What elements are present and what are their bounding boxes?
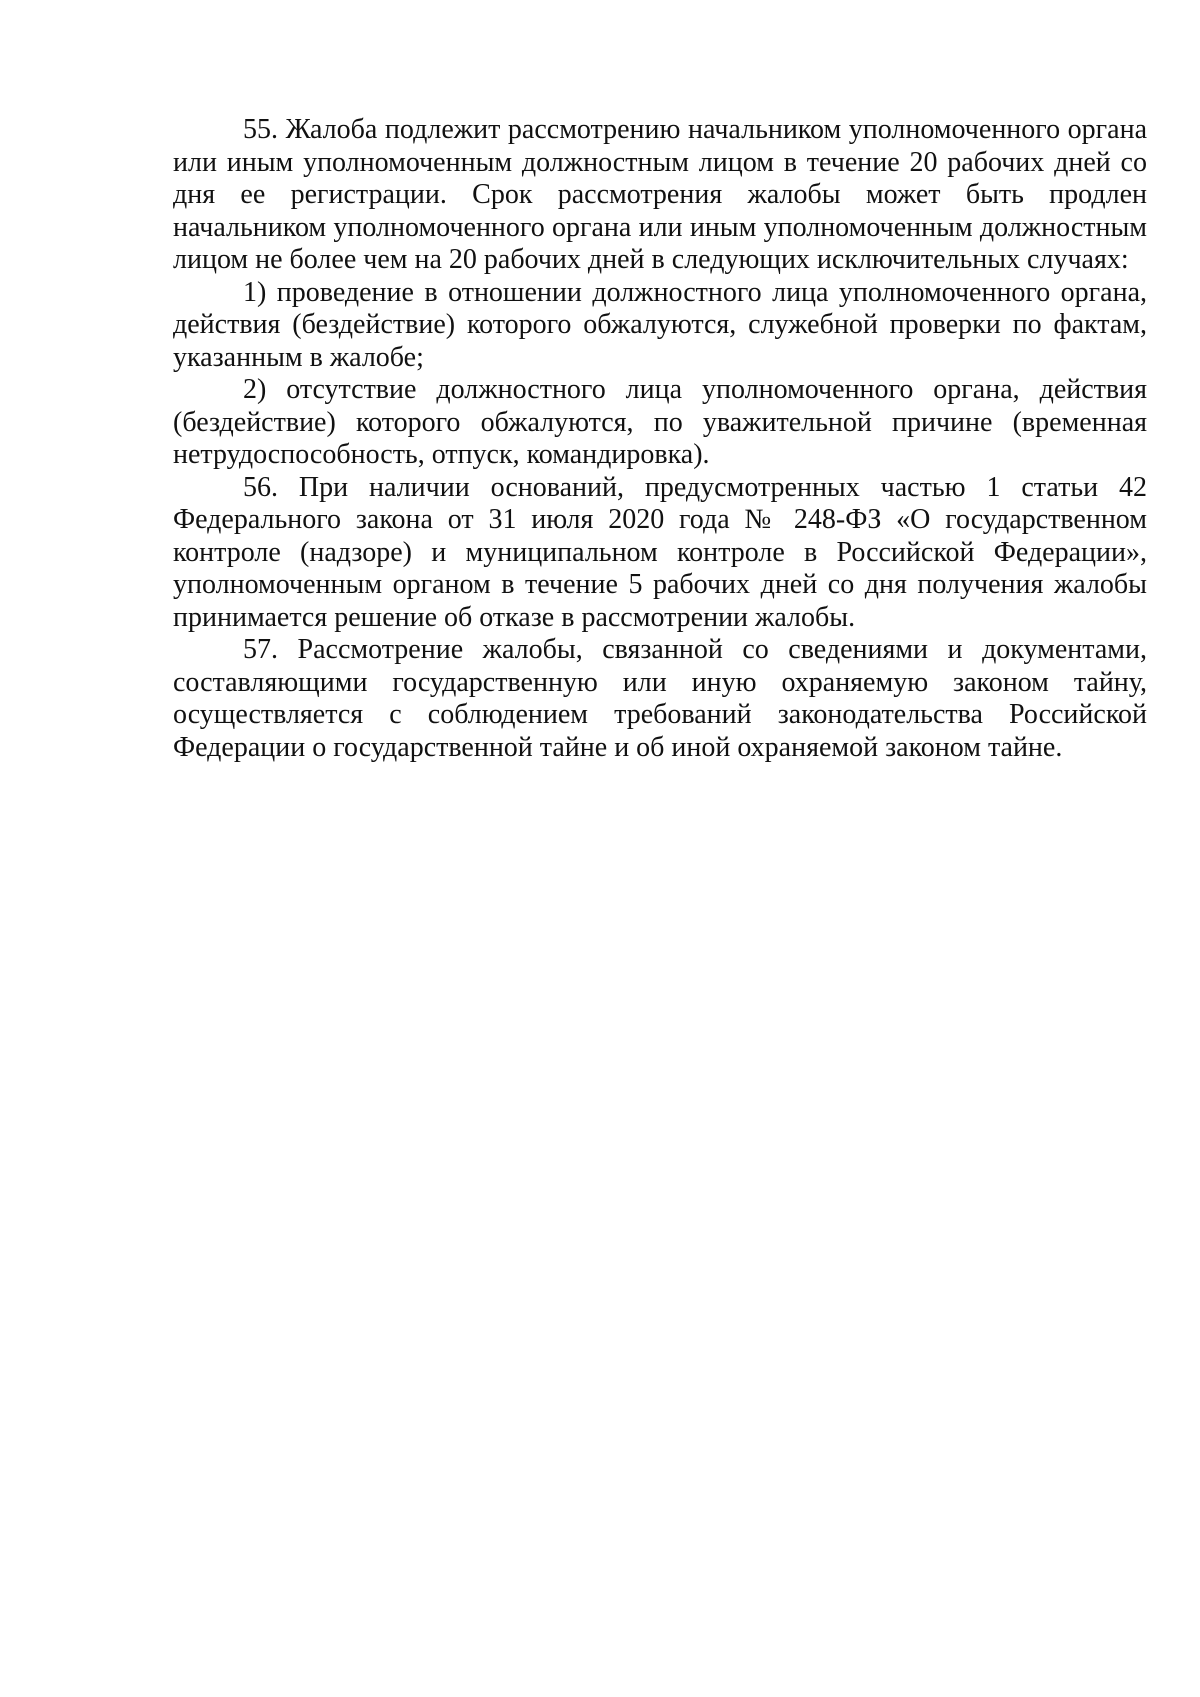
- paragraph-55-item-1: 1) проведение в отношении должностного лица уполномоченного органа, действия (бездействие) которого обжалуются, служебной проверки по фактам, указанным в жалобе;: [173, 276, 1147, 373]
- paragraph-55-item-2: 2) отсутствие должностного лица уполномоченного органа, действия (бездействие) которого обжалуются, по уважительной причине (временная нетрудоспособность, отпуск, командировка).: [173, 374, 1147, 470]
- paragraph-56: 56. При наличии оснований, предусмотренных частью 1 статьи 42 Федерального закона от 31 июля 2020 года № 248-ФЗ «О государственном контроле (надзоре) и муниципальном контроле в Российской Федерации», уполномоченным органом в течение 5 рабочих дней со дня получения жалобы принимается решение об отказе в рассмотрении жалобы.: [173, 471, 1147, 633]
- paragraph-55: 55. Жалоба подлежит рассмотрению начальником уполномоченного органа или иным уполномоченным должностным лицом в течение 20 рабочих дней со дня ее регистрации. Срок рассмотрения жалобы может быть продлен начальником уполномоченного органа или иным уполномоченным должностным лицом не более чем на 20 рабочих дней в следующих исключительных случаях:: [173, 114, 1147, 275]
- document-body: [173, 114, 1147, 764]
- paragraph-57: 57. Рассмотрение жалобы, связанной со сведениями и документами, составляющими государственную или иную охраняемую законом тайну, осуществляется с соблюдением требований законодательства Российской Федерации о государственной тайне и об иной охраняемой законом тайне.: [173, 634, 1147, 763]
